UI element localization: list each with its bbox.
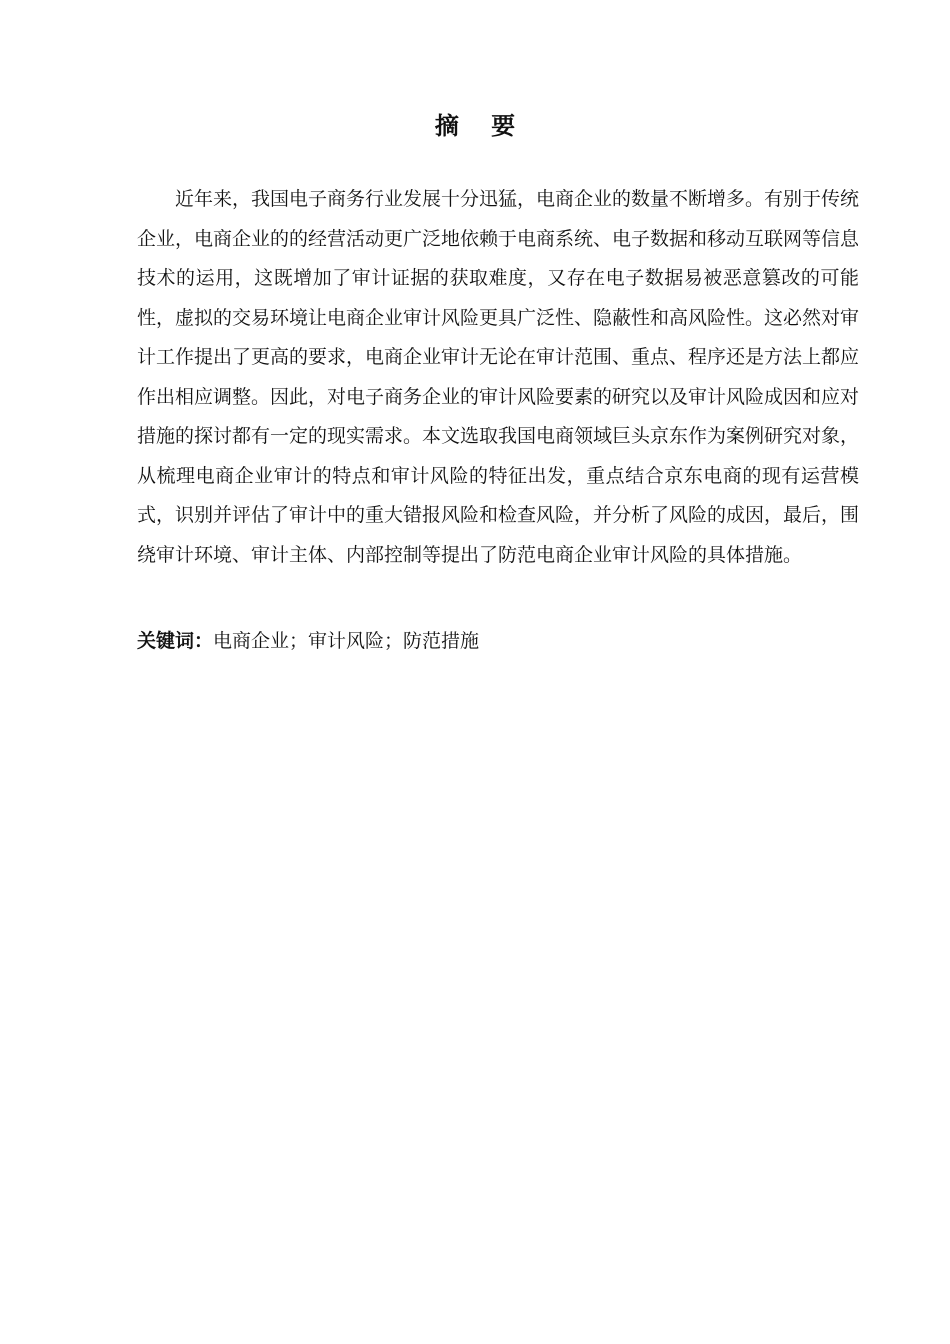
page-title: 摘 要 — [434, 112, 528, 140]
keywords-label: 关键词： — [137, 630, 214, 652]
keywords-line — [137, 622, 859, 661]
abstract-paragraph: 近年来，我国电子商务行业发展十分迅猛，电商企业的数量不断增多。有别于传统企业，电商企业的的经营活动更广泛地依赖于电商系统、电子数据和移动互联网等信息技术的运用，这既增加了审计证据的获取难度，又存在电子数据易被恶意篡改的可能性，虚拟的交易环境让电商企业审计风险更具广泛性、隐蔽性和高风险性。这必然对审计工作提出了更高的要求，电商企业审计无论在审计范围、重点、程序还是方法上都应作出相应调整。因此，对电子商务企业的审计风险要素的研究以及审计风险成因和应对措施的探讨都有一定的现实需求。本文选取我国电商领域巨头京东作为案例研究对象，从梳理电商企业审计的特点和审计风险的特征出发，重点结合京东电商的现有运营模式，识别并评估了审计中的重大错报风险和检查风险，并分析了风险的成因，最后，围绕审计环境、审计主体、内部控制等提出了防范电商企业审计风险的具体措施。 — [137, 188, 860, 566]
keywords-list: 电商企业；审计风险；防范措施 — [213, 630, 480, 652]
